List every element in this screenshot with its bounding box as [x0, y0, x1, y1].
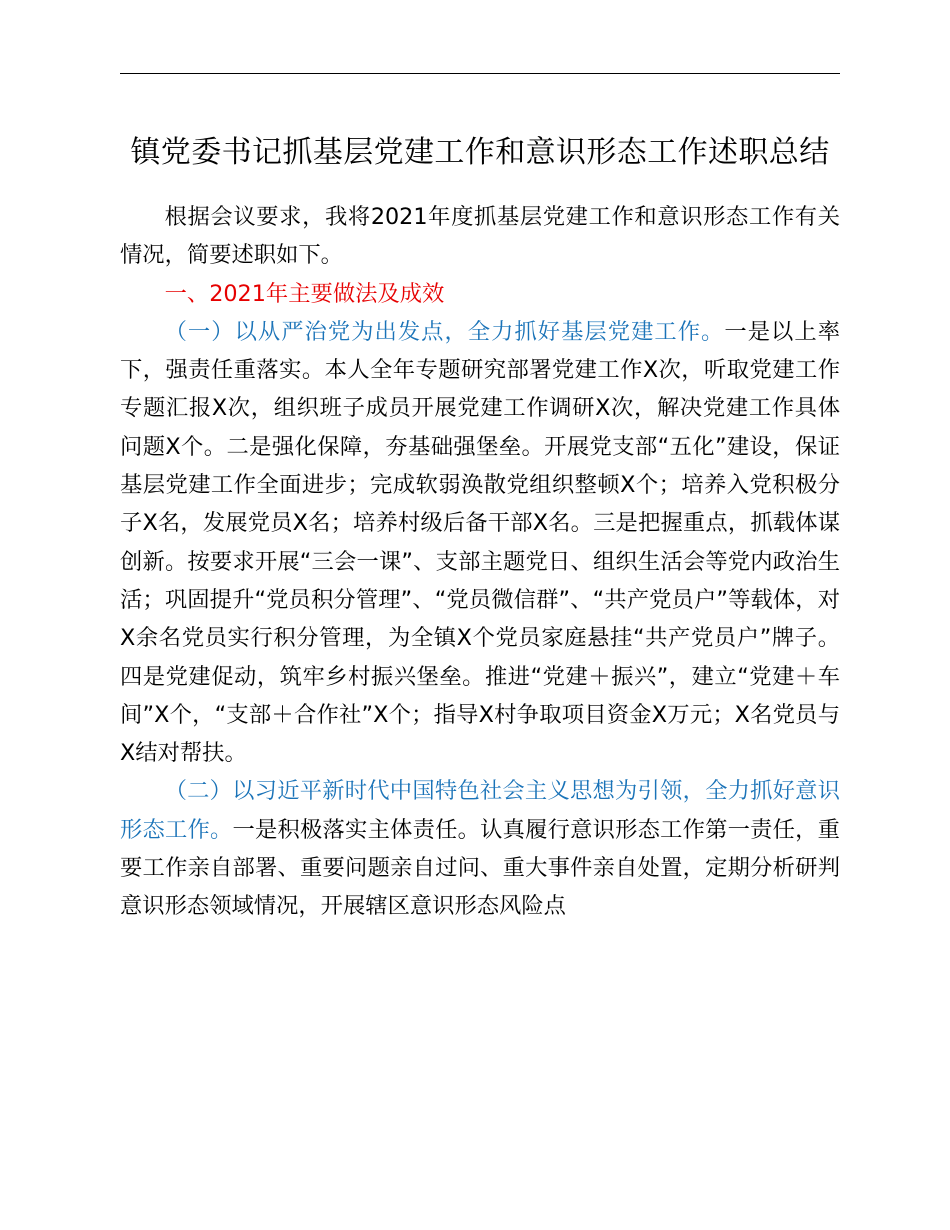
subsection-1-text: 一是以上率下，强责任重落实。本人全年专题研究部署党建工作X次，听取党建工作专题汇报X次，组织班子成员开展党建工作调研X次，解决党建工作具体问题X个。二是强化保障，夯基础强堡垒。开展党支部“五化”建设，保证基层党建工作全面进步；完成软弱涣散党组织整顿X个；培养入党积极分子X名，发展党员X名；培养村级后备干部X名。三是把握重点，抓载体谋创新。按要求开展“三会一课”、支部主题党日、组织生活会等党内政治生活；巩固提升“党员积分管理”、“党员微信群”、“共产党员户”等载体，对X余名党员实行积分管理，为全镇X个党员家庭悬挂“共产党员户”牌子。四是党建促动，筑牢乡村振兴堡垒。推进“党建＋振兴”，建立“党建＋车间”X个，“支部＋合作社”X个；指导X村争取项目资金X万元；X名党员与X结对帮扶。	[120, 318, 840, 767]
subsection-2-heading: （二）以习近平新时代中国特色社会主义思想为引领，全力抓好意识形态工作。	[120, 778, 840, 843]
subsection-2-text: 一是积极落实主体责任。认真履行意识形态工作第一责任，重要工作亲自部署、重要问题亲自过问、重大事件亲自处置，定期分析研判意识形态领域情况，开展辖区意识形态风险点	[120, 816, 840, 920]
intro-paragraph: 根据会议要求，我将2021年度抓基层党建工作和意识形态工作有关情况，简要述职如下。	[120, 204, 840, 269]
document-body	[120, 128, 840, 926]
subsection-1-paragraph	[120, 313, 840, 773]
subsection-2-paragraph	[120, 772, 840, 925]
document-title: 镇党委书记抓基层党建工作和意识形态工作述职总结	[130, 135, 830, 170]
subsection-1-heading: （一）以从严治党为出发点，全力抓好基层党建工作。	[164, 318, 725, 345]
header-rule	[120, 73, 840, 74]
document-text	[120, 198, 840, 926]
section-heading: 一、2021年主要做法及成效	[164, 280, 445, 307]
